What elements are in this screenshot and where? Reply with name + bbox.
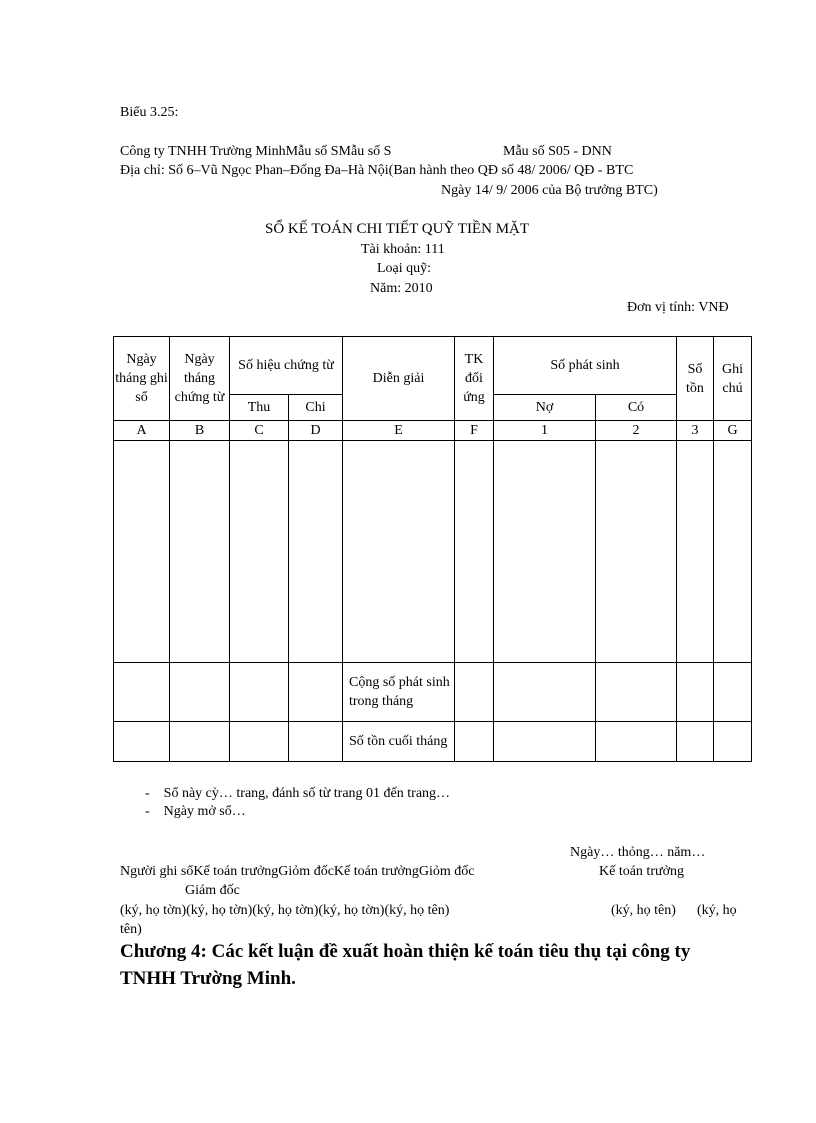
signature-right-1: (ký, họ tên) [611,903,676,918]
notes-list [145,786,450,822]
code-cell: A [114,421,170,441]
list-item: - Sổ này cỳ… trang, đánh số từ trang 01 đến trang… [145,786,451,801]
currency-unit: Đơn vị tính: VNĐ [627,300,729,315]
code-cell: 2 [596,421,677,441]
header-voucher-date: Ngày tháng chứng từ [170,337,230,421]
header-posting-date: Ngày tháng ghi sổ [114,337,170,421]
form-label: Biểu 3.25: [120,105,179,120]
code-cell: E [343,421,455,441]
chapter-heading-line1: Chương 4: Các kết luận đề xuất hoàn thiện kế toán tiêu thụ tại công ty [120,941,691,962]
chief-accountant-title: Kế toán trưởng [599,864,684,879]
table-row [114,441,752,663]
cash-ledger-table [113,336,752,762]
code-cell: 1 [494,421,596,441]
closing-balance-label: Số tồn cuối tháng [343,722,455,762]
header-note: Ghi chú [714,337,752,421]
ledger-year: Năm: 2010 [370,281,433,296]
header-description: Diễn giải [343,337,455,421]
signature-date: Ngày… thỏng… năm… [570,845,706,860]
code-cell: 3 [677,421,714,441]
ledger-title: SỔ KẾ TOÁN CHI TIẾT QUỸ TIỀN MẶT [265,221,530,237]
account-number: Tài khoản: 111 [361,242,445,257]
decree-line: Ngày 14/ 9/ 2006 của Bộ trưởng BTC) [441,183,658,198]
header-voucher-number: Số hiệu chứng từ [230,337,343,395]
header-receipt: Thu [230,395,289,421]
signature-wrap: tên) [120,922,142,937]
signature-titles: Người ghi sổKế toán trưởngGiỏm đốcKế toán trưởngGiỏm đốc [120,864,475,879]
header-amount: Số phát sinh [494,337,677,395]
table-row [114,663,752,722]
header-contra-account: TK đối ứng [455,337,494,421]
code-cell: G [714,421,752,441]
code-cell: D [289,421,343,441]
signature-line: (ký, họ tờn)(ký, họ tờn)(ký, họ tờn)(ký, họ tờn)(ký, họ tên) [120,903,450,918]
code-cell: C [230,421,289,441]
signature-right-2: (ký, họ [697,903,737,918]
table-row [114,722,752,762]
fund-type: Loại quỹ: [377,261,432,276]
header-balance: Số tồn [677,337,714,421]
header-credit: Có [596,395,677,421]
chapter-heading-line2: TNHH Trường Minh. [120,968,296,989]
code-cell: B [170,421,230,441]
header-debit: Nợ [494,395,596,421]
code-row [114,421,752,441]
header-payment: Chi [289,395,343,421]
company-line: Công ty TNHH Trường MinhMẫu số SMẫu số S [120,144,392,159]
list-item: - Ngày mở sổ… [145,804,246,819]
form-code: Mẫu số S05 - DNN [503,144,612,159]
code-cell: F [455,421,494,441]
address-line: Địa chỉ: Số 6–Vũ Ngọc Phan–Đống Đa–Hà Nội(Ban hành theo QĐ số 48/ 2006/ QĐ - BTC [120,163,634,178]
monthly-total-label: Cộng số phát sinh trong tháng [343,663,455,722]
director-title: Giám đốc [185,883,240,898]
